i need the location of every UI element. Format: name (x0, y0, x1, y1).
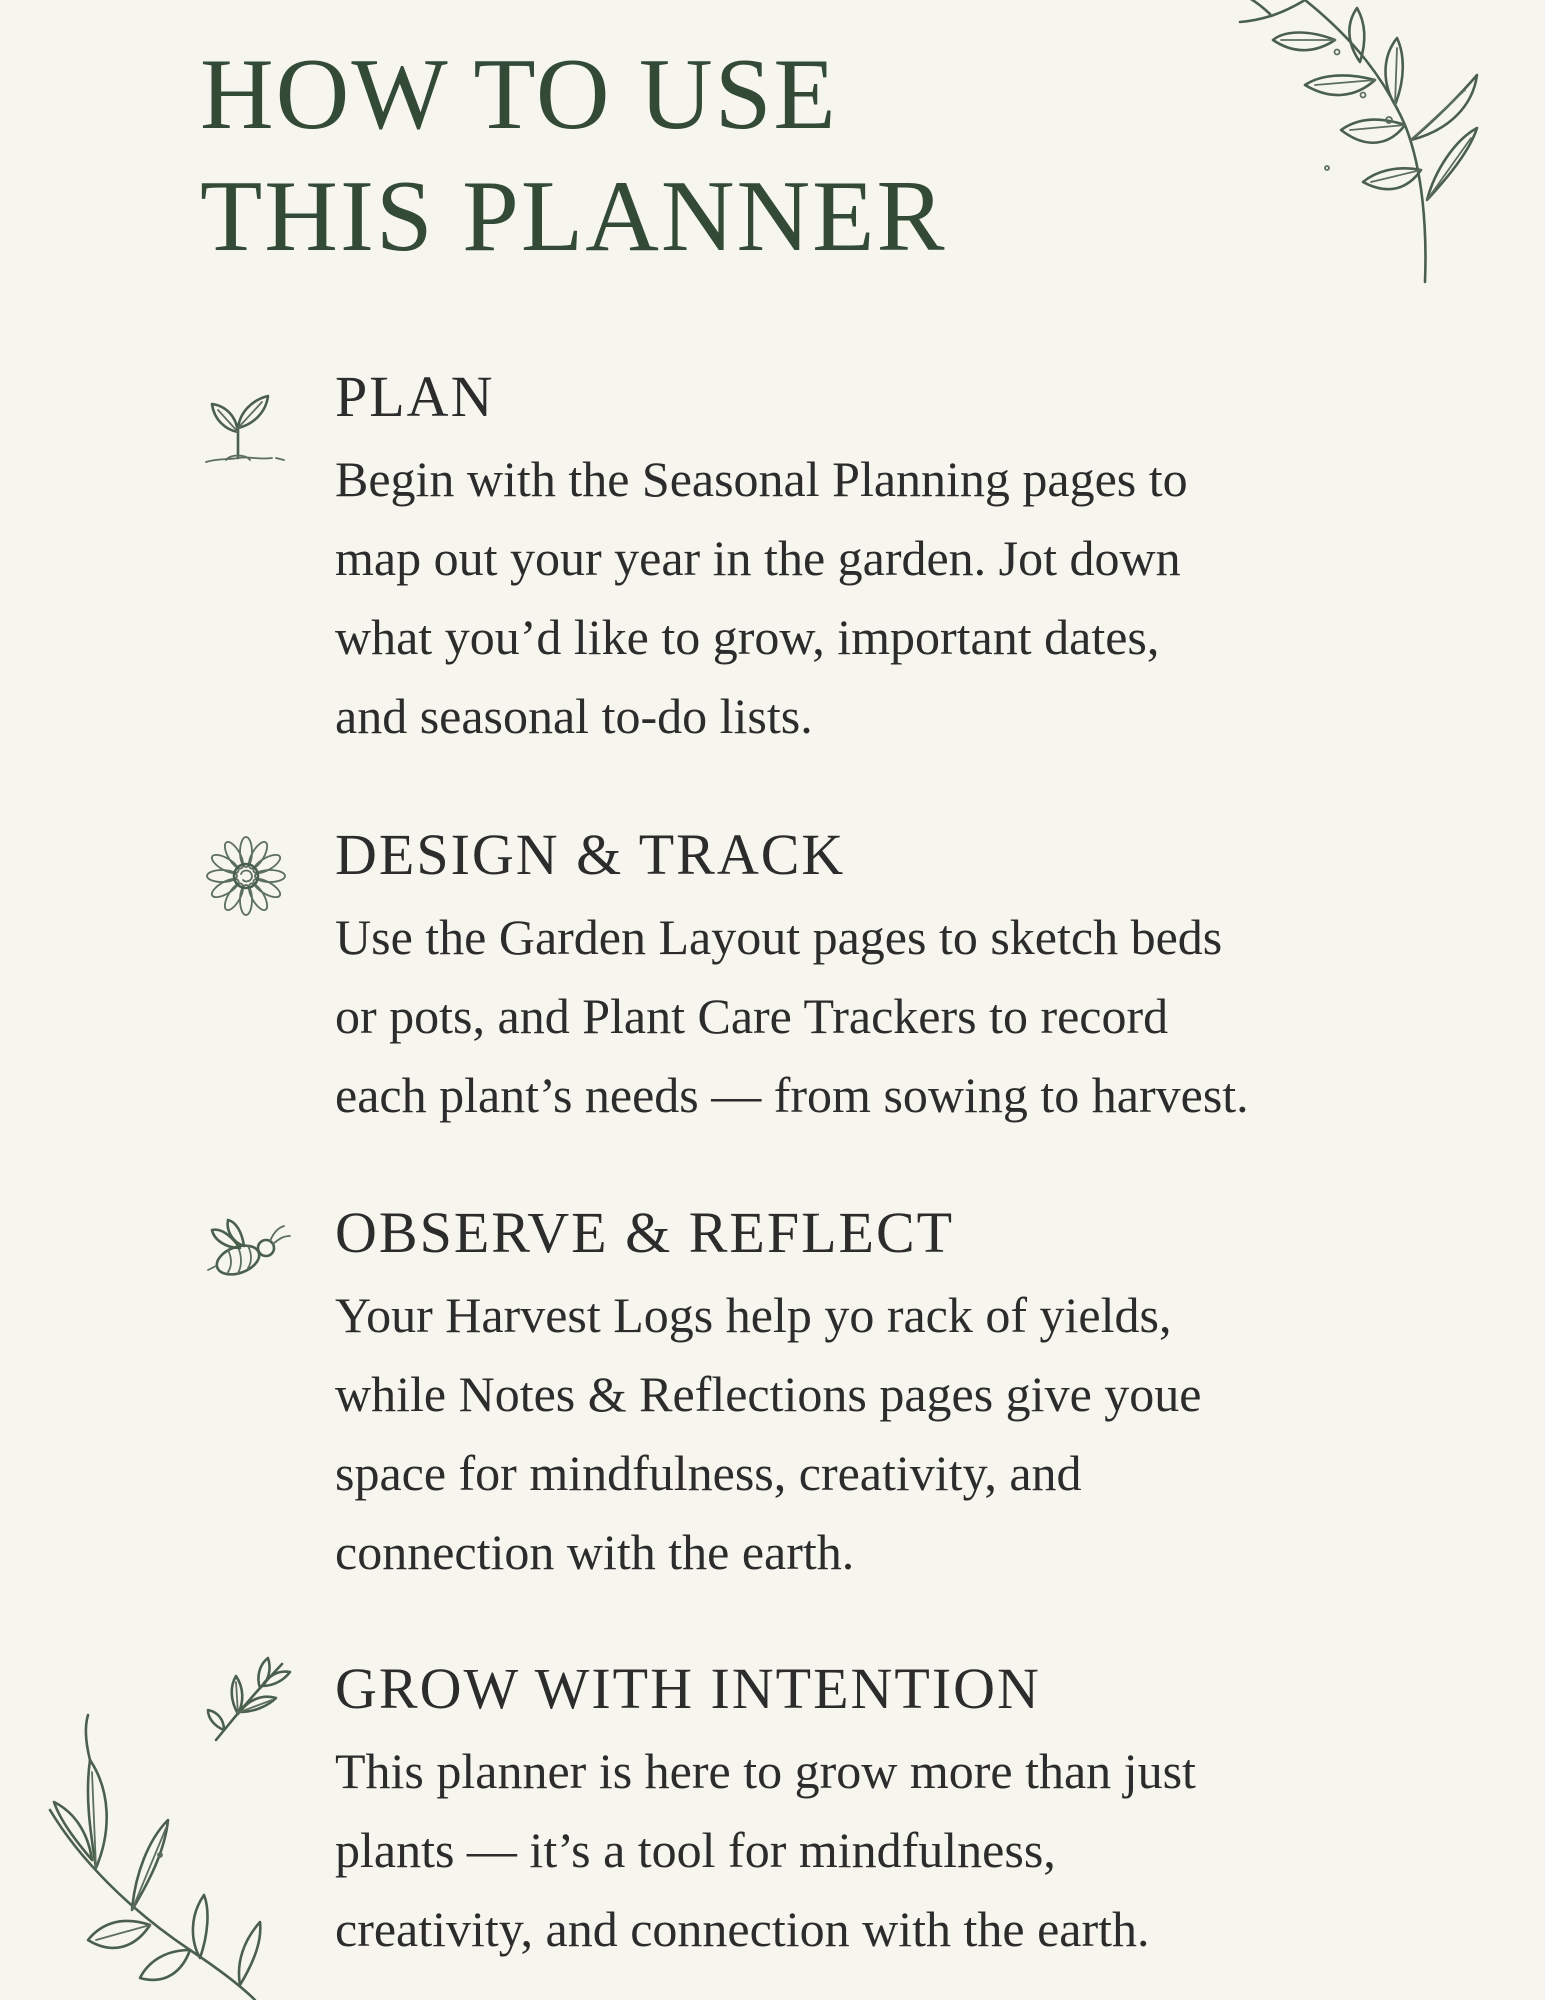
section-line: space for mindfulness, creativity, and (335, 1445, 1082, 1501)
section-line: or pots, and Plant Care Trackers to record (335, 988, 1169, 1044)
section-body (335, 1732, 1475, 1969)
section-line: creativity, and connection with the earth. (335, 1901, 1150, 1957)
section-line: each plant’s needs — from sowing to harvest. (335, 1067, 1249, 1123)
section-line: what you’d like to grow, important dates, (335, 609, 1160, 665)
page-title (200, 34, 947, 278)
section-line: map out your year in the garden. Jot down (335, 530, 1181, 586)
leaf-sprig-icon (198, 1654, 294, 1750)
section-grow-intention (0, 1654, 1545, 1984)
section-line: plants — it’s a tool for mindfulness, (335, 1822, 1056, 1878)
seedling-icon (198, 380, 294, 476)
bee-icon (198, 1204, 294, 1300)
section-line: Begin with the Seasonal Planning pages to (335, 451, 1188, 507)
section-line: while Notes & Reflections pages give youe (335, 1366, 1202, 1422)
page-title-line-2: THIS PLANNER (200, 160, 947, 273)
section-heading: DESIGN & TRACK (335, 822, 846, 887)
section-body (335, 440, 1475, 756)
section-plan (0, 362, 1545, 762)
section-heading: PLAN (335, 364, 495, 429)
section-line: Your Harvest Logs help yo rack of yields, (335, 1287, 1172, 1343)
section-body (335, 1276, 1475, 1592)
section-body (335, 898, 1475, 1135)
flower-icon (198, 828, 294, 924)
section-heading: GROW WITH INTENTION (335, 1656, 1041, 1721)
section-design-track (0, 820, 1545, 1140)
botanical-branch-icon (1105, 0, 1545, 290)
section-line: connection with the earth. (335, 1524, 855, 1580)
page-title-line-1: HOW TO USE (200, 38, 838, 151)
section-line: and seasonal to-do lists. (335, 688, 813, 744)
section-heading: OBSERVE & REFLECT (335, 1200, 955, 1265)
section-line: Use the Garden Layout pages to sketch beds (335, 909, 1223, 965)
section-line: This planner is here to grow more than just (335, 1743, 1196, 1799)
section-observe-reflect (0, 1198, 1545, 1598)
